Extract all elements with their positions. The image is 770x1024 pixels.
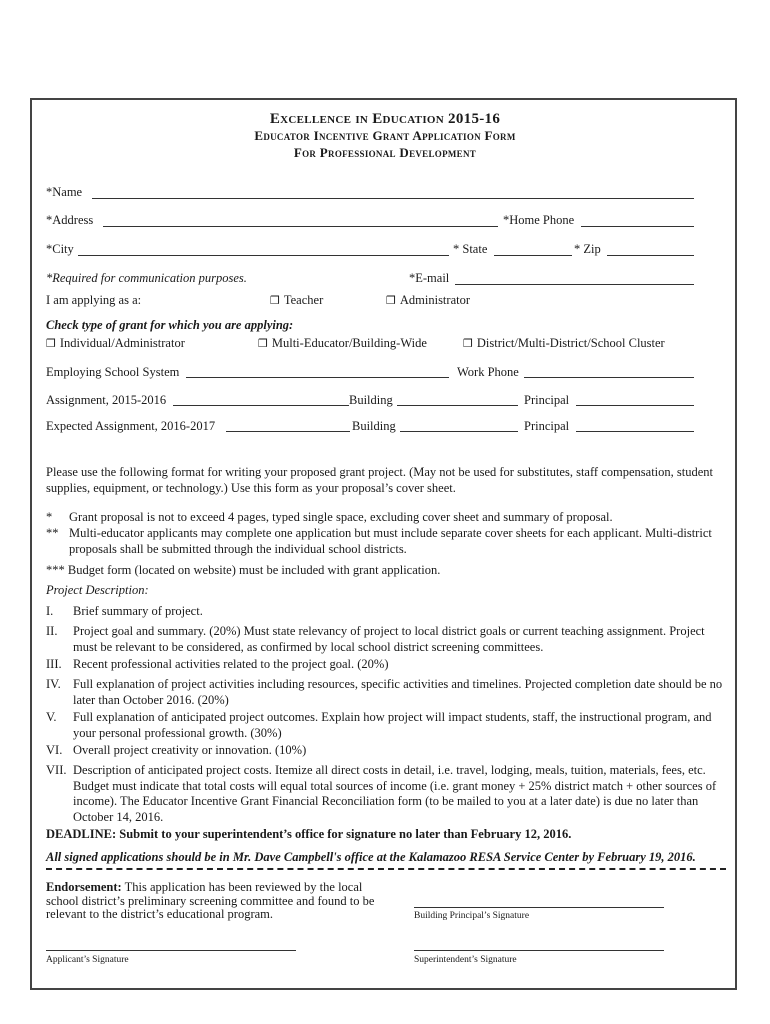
checkbox-icon[interactable]: ❒ [270,294,280,307]
project-item-text: Overall project creativity or innovation. (10%) [73,743,307,757]
city-label: *City [46,242,74,256]
teacher-option[interactable] [270,293,323,308]
form-title-line2: Educator Incentive Grant Application Form [254,128,516,143]
required-note: *Required for communication purposes. [46,271,247,285]
employing-system-field[interactable] [186,377,449,378]
checkbox-icon[interactable]: ❒ [463,337,473,350]
checkbox-icon[interactable]: ❒ [386,294,396,307]
home-phone-label: *Home Phone [503,213,575,227]
zip-field[interactable] [607,255,694,256]
grant-type-heading: Check type of grant for which you are applying: [46,318,294,332]
project-item-number: VI. [46,743,63,757]
city-field[interactable] [78,255,449,256]
note1-text: Grant proposal is not to exceed 4 pages, typed single space, excluding cover sheet and summary of proposal. [69,510,613,524]
teacher-label: Teacher [283,293,324,307]
principal-label: Principal [524,393,570,407]
project-item-number: V. [46,710,57,724]
address-field[interactable] [103,226,498,227]
note3-text: *** Budget form (located on website) must be included with grant application. [46,563,441,577]
zip-label: * Zip [574,242,601,256]
name-field[interactable] [92,198,694,199]
name-label: *Name [46,185,83,199]
note1-marker: * [46,510,53,524]
building2-label: Building [352,419,396,433]
email-label: *E-mail [409,271,450,285]
principal2-field[interactable] [576,431,694,432]
principal-signature-line[interactable] [414,907,664,908]
cut-line [46,868,726,870]
signed-applications-note: All signed applications should be in Mr. Dave Campbell's office at the Kalamazoo RESA Service Center by February 19, 2016. [46,850,696,864]
administrator-label: Administrator [399,293,471,307]
employing-system-label: Employing School System [46,365,180,379]
grant-district-label: District/Multi-District/School Cluster [476,336,665,350]
checkbox-icon[interactable]: ❒ [46,337,56,350]
project-item-text: Brief summary of project. [73,604,203,618]
expected-assignment-label: Expected Assignment, 2016-2017 [46,419,216,433]
superintendent-signature-line[interactable] [414,950,664,951]
grant-multi-option[interactable] [258,336,427,351]
grant-individual-label: Individual/Administrator [59,336,185,350]
checkbox-icon[interactable]: ❒ [258,337,268,350]
state-label: * State [453,242,488,256]
applying-as-label: I am applying as a: [46,293,142,307]
building-label: Building [349,393,393,407]
project-item-number: IV. [46,677,61,691]
project-item-number: II. [46,624,58,638]
applicant-signature-label: Applicant’s Signature [46,955,129,965]
endorsement-text [46,881,376,922]
principal-signature-label: Building Principal’s Signature [414,911,530,921]
administrator-option[interactable] [386,293,470,308]
project-item-number: I. [46,604,54,618]
project-item-text: Description of anticipated project costs. Itemize all direct costs in detail, i.e. travel, lodging, meals, tuition, materials, fees, etc. Budget must indicate that total costs will equal total sources of income (i.e. grant money + 25% district match + other sources of income). The Educator Incentive Grant Financial Reconciliation form (to be mailed to you at a later date) is due no later than October 14, 2016. [73,763,717,824]
principal-field[interactable] [576,405,694,406]
superintendent-signature-label: Superintendent’s Signature [414,955,517,965]
note2-marker: ** [46,526,59,540]
intro-paragraph: Please use the following format for writing your proposed grant project. (May not be used for substitutes, staff compensation, student supplies, equipment, or technology.) Use this form as your proposal’s cover sheet. [46,465,713,495]
building2-field[interactable] [400,431,518,432]
assignment-label: Assignment, 2015-2016 [46,393,167,407]
grant-individual-option[interactable] [46,336,185,351]
project-item-text: Full explanation of anticipated project outcomes. Explain how project will impact students, staff, the instructional program, and your personal professional growth. (30%) [73,710,712,740]
endorsement-body: This application has been reviewed by the local school district’s preliminary screening committee and found to be relevant to the district’s educational program. [46,880,375,921]
grant-multi-label: Multi-Educator/Building-Wide [271,336,427,350]
applicant-signature-line[interactable] [46,950,296,951]
work-phone-label: Work Phone [457,365,519,379]
building-field[interactable] [397,405,518,406]
form-title-line1: Excellence in Education 2015-16 [269,111,501,127]
project-item-number: III. [46,657,62,671]
assignment-field[interactable] [173,405,349,406]
expected-assignment-field[interactable] [226,431,350,432]
project-item-text: Recent professional activities related to the project goal. (20%) [73,657,389,671]
project-item-text: Project goal and summary. (20%) Must state relevancy of project to local district goals or current teaching assignment. Project must be relevant to be considered, as confirmed by local school district screening committees. [73,624,705,654]
principal2-label: Principal [524,419,570,433]
home-phone-field[interactable] [581,226,694,227]
note2-text: Multi-educator applicants may complete one application but must include separate cover sheets for each applicant. Multi-district proposals shall be submitted through the individual school districts. [69,526,712,556]
deadline-text: DEADLINE: Submit to your superintendent’s office for signature no later than February 12, 2016. [46,827,572,841]
address-label: *Address [46,213,94,227]
project-item-number: VII. [46,763,67,777]
project-item-text: Full explanation of project activities including resources, specific activities and timelines. Projected completion date should be no later than October 2016. (20%) [73,677,723,707]
form-title-line3: For Professional Development [293,145,477,160]
project-description-heading: Project Description: [46,583,149,597]
state-field[interactable] [494,255,572,256]
grant-district-option[interactable] [463,336,665,351]
endorsement-label: Endorsement: [46,880,122,894]
work-phone-field[interactable] [524,377,694,378]
email-field[interactable] [455,284,694,285]
